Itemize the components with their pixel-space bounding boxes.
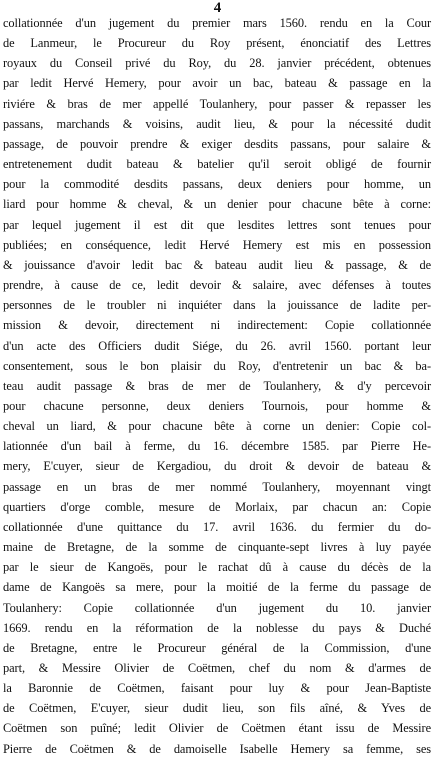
text-line: d'un acte des Officiers dudit Siége, du 26. avril 1560. portant leur xyxy=(3,338,431,353)
text-line: mery, E'cuyer, sieur de Kergadiou, du droit & devoir de bateau & xyxy=(3,459,431,474)
text-line: riviére & bras de mer appellé Toulanhery, pour passer & repasser les xyxy=(3,96,431,111)
text-line: Coëtmen son puîné; ledit Olivier de Coëtmen étant issu de Messire xyxy=(3,721,431,736)
text-line: par le sieur de Kangoës, pour le rachat dû à cause du décès de la xyxy=(3,560,431,575)
text-line: collationnée d'une quittance du 17. avril 1636. du fermier du do- xyxy=(3,519,431,534)
text-line: de Lanmeur, le Procureur du Roy présent, énonciatif des Lettres xyxy=(3,36,431,51)
text-line: personnes de le troubler ni inquiéter dans la jouissance de ladite per- xyxy=(3,298,431,313)
text-line: passage en un bras de mer nommé Toulanhery, moyennant vingt xyxy=(3,479,431,494)
text-line: consentement, sous le bon plaisir du Roy, d'entretenir un bac & ba- xyxy=(3,358,431,373)
text-line: pour la commodité desdits passans, deux deniers pour homme, un xyxy=(3,177,431,192)
text-line: Pierre de Coëtmen & de damoiselle Isabelle Hemery sa femme, ses xyxy=(3,741,431,756)
text-line: cheval un liard, & pour chacune bête à corne un denier: Copie col- xyxy=(3,419,431,434)
text-line: part, & Messire Olivier de Coëtmen, chef du nom & d'armes de xyxy=(3,661,431,675)
text-line: pour chacune personne, deux deniers Tournois, pour homme & xyxy=(3,398,431,413)
text-line: maine de Bretagne, de la somme de cinquante-sept livres à luy payée xyxy=(3,540,431,555)
text-line: par ledit Hervé Hemery, pour avoir un bac, bateau & passage en la xyxy=(3,76,431,91)
text-line: & jouissance d'avoir ledit bac & bateau audit lieu & passage, & de xyxy=(3,257,431,272)
text-line: quartiers d'orge comble, mesure de Morlaix, par chacun an: Copie xyxy=(3,499,431,514)
text-line: Toulanhery: Copie collationnée d'un jugement du 10. janvier xyxy=(3,600,431,615)
text-line: passans, marchands & voisins, audit lieu, & pour la nécessité dudit xyxy=(3,116,431,131)
text-line: publiées; en conséquence, ledit Hervé Hemery est mis en possession xyxy=(3,237,431,252)
text-line: par lequel jugement il est dit que lesdites lettres sont tenues pour xyxy=(3,217,431,232)
text-line: dame de Kangoës sa mere, pour la moitié de la ferme du passage de xyxy=(3,580,431,595)
text-line: prendre, à cause de ce, ledit devoir & salaire, avec défenses à toutes xyxy=(3,278,431,293)
text-line: 1669. rendu en la réformation de la noblesse du pays & Duché xyxy=(3,620,431,635)
body-text xyxy=(3,13,431,759)
text-line: entretenement dudit bateau & batelier qu'il seroit obligé de fournir xyxy=(3,157,431,172)
text-line: collationnée d'un jugement du premier mars 1560. rendu en la Cour xyxy=(3,16,431,30)
text-line: la Baronnie de Coëtmen, faisant pour luy & pour Jean-Baptiste xyxy=(3,681,431,696)
text-line: liard pour homme & cheval, & un denier pour chacune bête à corne: xyxy=(3,197,431,212)
text-line: passage, de pouvoir prendre & exiger desdits passans, pour salaire & xyxy=(3,136,431,151)
text-line: de Bretagne, entre le Procureur général de la Commission, d'une xyxy=(3,640,431,655)
text-line: mission & devoir, directement ni indirectement: Copie collationnée xyxy=(3,318,431,333)
text-line: royaux du Conseil privé du Roy, du 28. janvier précédent, obtenues xyxy=(3,56,431,71)
page-number: 4 xyxy=(213,0,222,16)
text-line: lationnée d'un bail à ferme, du 16. décembre 1585. par Pierre He- xyxy=(3,439,431,454)
text-line: de Coëtmen, E'cuyer, sieur dudit lieu, son fils aîné, & Yves de xyxy=(3,701,431,716)
text-line: teau audit passage & bras de mer de Toulanhery, & d'y percevoir xyxy=(3,378,431,393)
